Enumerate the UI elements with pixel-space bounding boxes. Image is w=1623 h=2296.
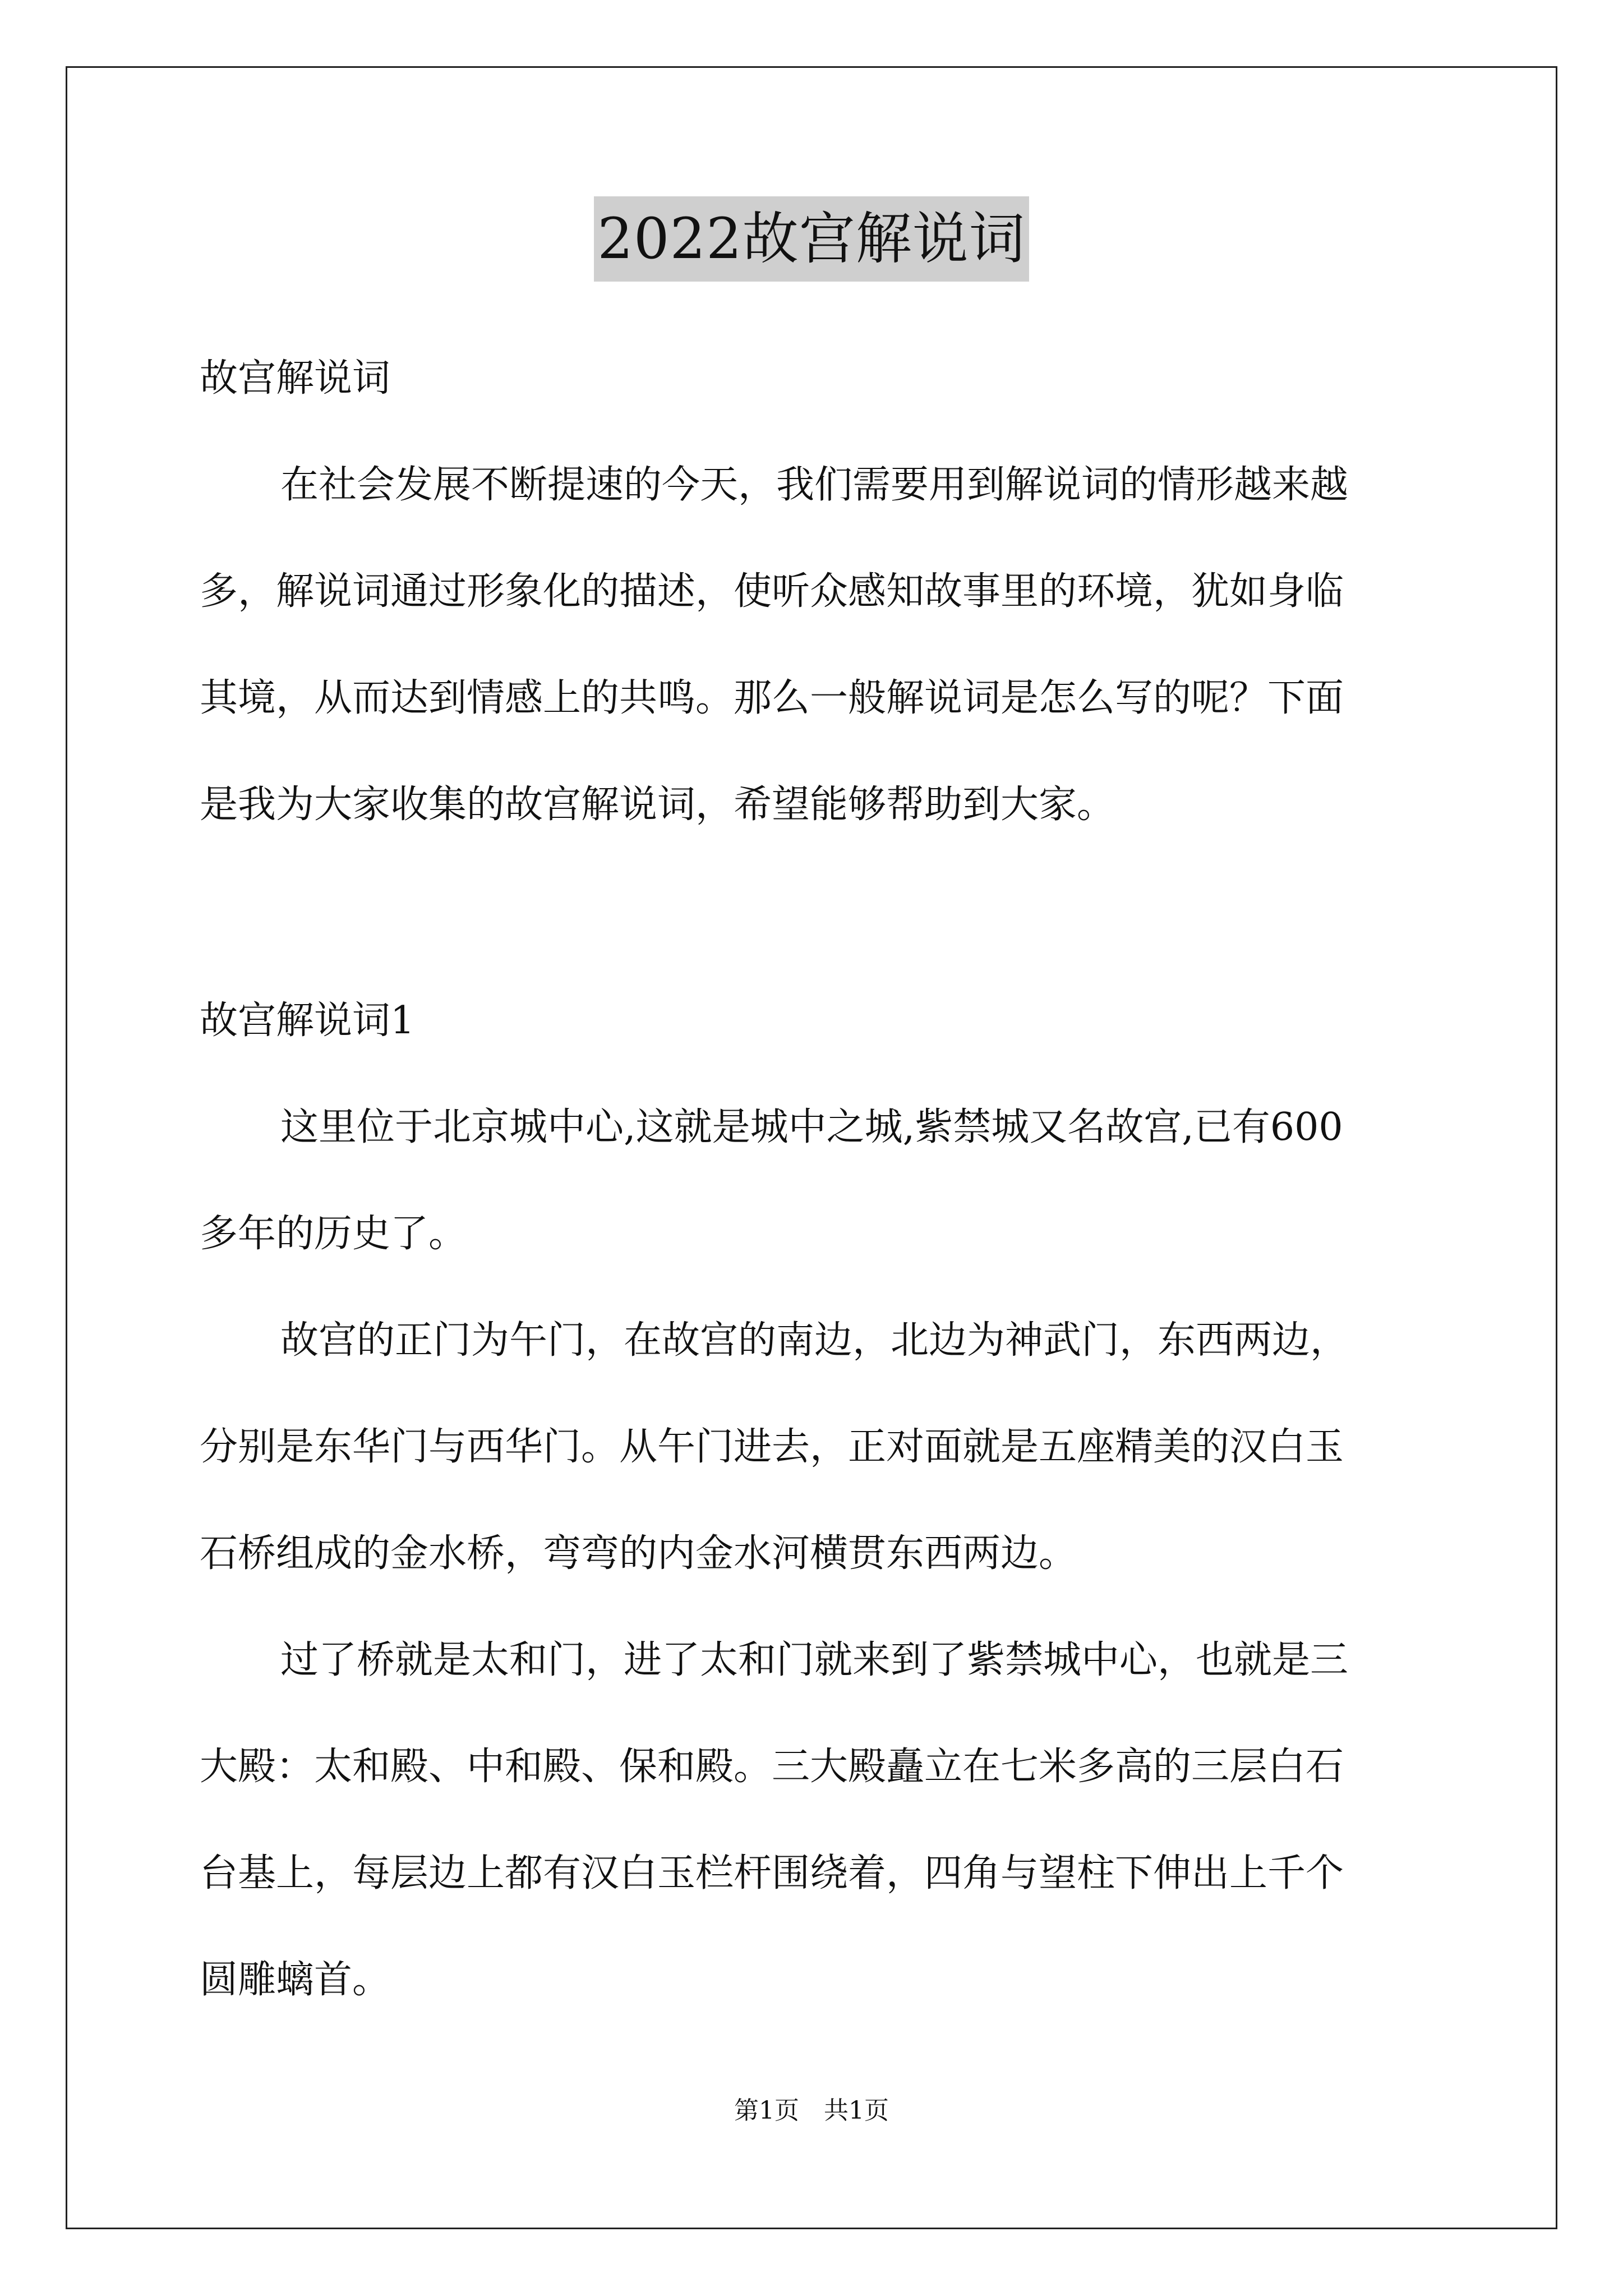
paragraph-line: 分别是东华门与西华门。从午门进去，正对面就是五座精美的汉白玉 bbox=[200, 1425, 1344, 1469]
paragraph-line: 这里位于北京城中心,这就是城中之城,紫禁城又名故宫,已有600 bbox=[280, 1105, 1343, 1149]
intro-line: 是我为大家收集的故宫解说词，希望能够帮助到大家。 bbox=[200, 783, 1115, 827]
paragraph-line: 故宫的正门为午门，在故宫的南边，北边为神武门，东西两边， bbox=[280, 1318, 1349, 1363]
title-container bbox=[0, 196, 1623, 282]
intro-heading: 故宫解说词 bbox=[200, 356, 391, 401]
intro-line: 其境，从而达到情感上的共鸣。那么一般解说词是怎么写的呢？下面 bbox=[200, 676, 1344, 720]
intro-line: 在社会发展不断提速的今天，我们需要用到解说词的情形越来越 bbox=[280, 463, 1349, 507]
paragraph-line: 过了桥就是太和门，进了太和门就来到了紫禁城中心，也就是三 bbox=[280, 1638, 1349, 1682]
paragraph-line: 石桥组成的金水桥，弯弯的内金水河横贯东西两边。 bbox=[200, 1531, 1077, 1576]
paragraph-line: 圆雕螭首。 bbox=[200, 1958, 391, 2002]
intro-line: 多，解说词通过形象化的描述，使听众感知故事里的环境，犹如身临 bbox=[200, 569, 1344, 614]
page-footer: 第1页 共1页 bbox=[734, 2096, 889, 2125]
paragraph-line: 多年的历史了。 bbox=[200, 1212, 467, 1256]
document-title: 2022故宫解说词 bbox=[594, 196, 1029, 282]
section-heading: 故宫解说词1 bbox=[200, 999, 415, 1043]
paragraph-line: 台基上，每层边上都有汉白玉栏杆围绕着，四角与望柱下伸出上千个 bbox=[200, 1851, 1344, 1895]
paragraph-line: 大殿：太和殿、中和殿、保和殿。三大殿矗立在七米多高的三层白石 bbox=[200, 1745, 1344, 1789]
